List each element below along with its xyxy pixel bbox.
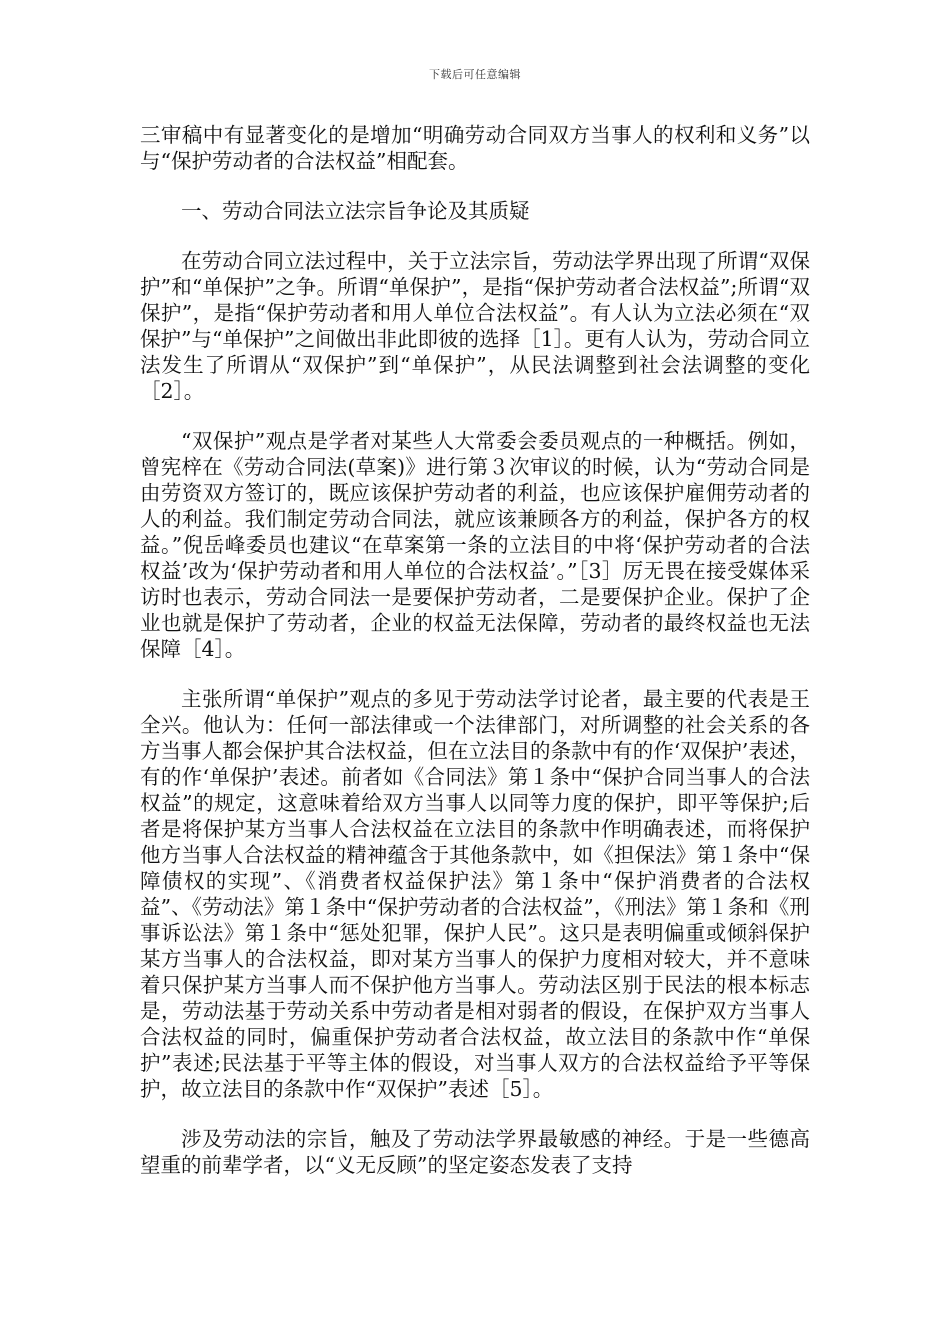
body-paragraph: 涉及劳动法的宗旨，触及了劳动法学界最敏感的神经。于是一些德高望重的前辈学者，以“义无反顾”的坚定姿态发表了支持 — [140, 1127, 810, 1177]
body-paragraph: 主张所谓“单保护”观点的多见于劳动法学讨论者，最主要的代表是王全兴。他认为：任何一部法律或一个法律部门，对所调整的社会关系的各方当事人都会保护其合法权益，但在立法目的条款中有的作‘双保护’表述，有的作‘单保护’表述。前者如《合同法》第１条中“保护合同当事人的合法权益”的规定，这意味着给双方当事人以同等力度的保护，即平等保护;后者是将保护某方当事人合法权益在立法目的条款中作明确表述，而将保护他方当事人合法权益的精神蕴含于其他条款中，如《担保法》第１条中“保障债权的实现”、《消费者权益保护法》第１条中“保护消费者的合法权益”、《劳动法》第１条中“保护劳动者的合法权益”，《刑法》第１条和《刑事诉讼法》第１条中“惩处犯罪，保护人民”。这只是表明偏重或倾斜保护某方当事人的合法权益，即对某方当事人的保护力度相对较大，并不意味着只保护某方当事人而不保护他方当事人。劳动法区别于民法的根本标志是，劳动法基于劳动关系中劳动者是相对弱者的假设，在保护双方当事人合法权益的同时，偏重保护劳动者合法权益，故立法目的条款中作“单保护”表述;民法基于平等主体的假设，对当事人双方的合法权益给予平等保护，故立法目的条款中作“双保护”表述［5］。 — [140, 687, 810, 1101]
continuation-paragraph: 三审稿中有显著变化的是增加“明确劳动合同双方当事人的权利和义务”以与“保护劳动者的合法权益”相配套。 — [140, 123, 810, 173]
body-paragraph: 在劳动合同立法过程中，关于立法宗旨，劳动法学界出现了所谓“双保护”和“单保护”之争。所谓“单保护”，是指“保护劳动者合法权益”;所谓“双保护”，是指“保护劳动者和用人单位合法权益”。有人认为立法必须在“双保护”与“单保护”之间做出非此即彼的选择［1］。更有人认为，劳动合同立法发生了所谓从“双保护”到“单保护”，从民法调整到社会法调整的变化［2］。 — [140, 249, 810, 403]
section-heading: 一、劳动合同法立法宗旨争论及其质疑 — [181, 199, 530, 223]
body-paragraph: “双保护”观点是学者对某些人大常委会委员观点的一种概括。例如，曾宪梓在《劳动合同法(草案)》进行第３次审议的时候，认为“劳动合同是由劳资双方签订的，既应该保护劳动者的利益，也应该保护雇佣劳动者的人的利益。我们制定劳动合同法，就应该兼顾各方的利益，保护各方的权益。”倪岳峰委员也建议“在草案第一条的立法目的中将‘保护劳动者的合法权益’改为‘保护劳动者和用人单位的合法权益’。”［3］厉无畏在接受媒体采访时也表示，劳动合同法一是要保护劳动者，二是要保护企业。保护了企业也就是保护了劳动者，企业的权益无法保障，劳动者的最终权益也无法保障［4］。 — [140, 429, 810, 661]
document-body — [140, 122, 810, 1178]
page-header-note: 下载后可任意编辑 — [429, 68, 521, 81]
